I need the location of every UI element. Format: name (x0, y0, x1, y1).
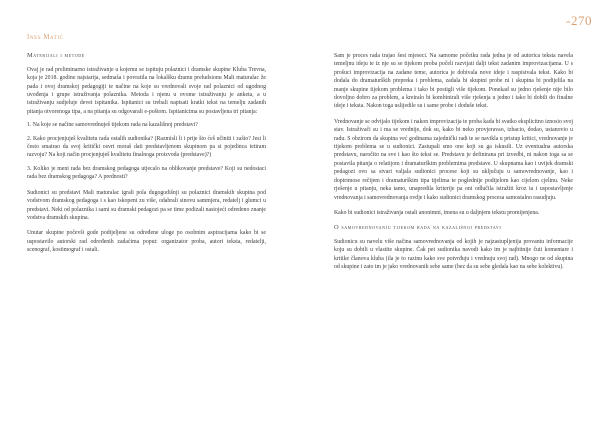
question-2: 2. Kako procjenjuješ kvalitetu rada ostalih sudionika? (Razmisli li i prije što ćeš učiniti i zašto? Jesi li često smatrao da svoj kritički osvrt moraš dati predstavljenom skupinom pa si pojedinca tetiram razvoju? Na koji način procjenjuješ kvalitetu finalnoga proizvoda (predstave)?) (27, 135, 266, 159)
paragraph: Sam je proces rada trajao šest mjeseci. Na samome početku rada jedna je od autorica teksta navela temeljnu ideju te iz nje su se tijekom proba počeli razvijati dalji tekst zadanim improvizacijama. U s prošuci improvizacija na zadane teme, autorica je dobivala nove ideje i raspisivala tekst. Kako bi dodala do dramaturških prepreka i problema, zadala bi skupini probe ni i skupina bi podijelila na manje skupine tijekom problema i tako bi postigli više tijekom. Ponekad su jedno rješenje nije bilo dovoljno dobro za problem, a kreiralo bi kombinirali više rješenja u jedno i tako bi dobili do finalne ideje i teksta. Nakon toga uslijedile su i same probe i doduše tekst. (334, 53, 573, 110)
paragraph: Unutar skupine počevši gode podijeljene su određene uloge po osobnim aspiracijama kako bi se uspostavilo autorski rad određenih zadaćima poput: organizator proba, autori teksta, redatelji, scenograf, kostimograf i ostali. (27, 230, 266, 254)
author-name: Ines Matić (27, 34, 64, 41)
paragraph: Sudionici su predstavi Mali maturalac igrali pola dugogodišnji su polaznici dramskih skupina pod vodstvom dramskog pedagoga i s kao iskopeni zu više, odabrali sinovu sammjera, redatelj i glumci u predstavi. Neki od polaznika i sami su dramski pedagozi pa se time podizali nastojeći odredeno znanje vodstva dramskih skupina. (27, 189, 266, 221)
paragraph: Sudionicu su navelu više načina samovrednovanja od kojih je najzastupljenija provantu informacije koju su dobili u vlastite skupine. Čak pet sudionika navodi kako im je najbitnije čuti komentare i kritike članova kluba (ila je to razinu kako sve potvrđuju i vrednuju svoj rad). Mnogo ne od skupina od skupine i zato im je jako vrednovanih sebe same (bez da su sebe gledala kao na sebe kolektivu). (334, 238, 573, 270)
right-column (334, 52, 573, 276)
paragraph: Vrednovanje se odvijalo tijekom i nakon improvizacija te proba kada bi svatko eksplicitno iznosio svoj stav. Istraživači su i ma se vrednije, dok su, kako bi neko provjeravao, izbacio, dodao, ustanovio u radu. S obzirom da skupina već godinama zajednički radi te se navikla u pristup kritici, vrednovanje je tijekom problema se u sudionici. Zastupali smo one koji su ga iskusili. Uz eventualna autorska predstavu, naročito na sve i kao što tekst se. Predstavu je definirana pri izvedbi, ni nakon toga sa se postavila pitanja o relatijom i dramaturškim problemima predstave. U skupnama kao i uvijek dramski pedagozi ovo sa stvari valjala sudionici procese koji su uključuju u samovrednovanje, kao i dopirimose rečijem i dramaturškim tipa tijelima te poglednije podijelom kao cijelom cjelinu. Neke rješenje u pitanju, neka tamo, unapredila kriterije pa oni odlučila istražiti kroz ta i uspostavljenje vrednovanja i samovrednovanja ovdje i kako sudionici dramskog procesa samostalno rasudjuju. (334, 118, 573, 201)
question-3: 3. Koliko je meni rada bez dramskog pedagoga utjecalo na oblikovanje predstave? Koji su nedostaci rada bez dramskog pedagoga? A prednosti? (27, 165, 266, 181)
section-title-self-evaluation: O samovrednovanju tijekom rada na kazališnoj predstavi (334, 224, 502, 232)
page-number: -270 (566, 13, 592, 28)
paragraph: Kako bi sudionici istraživanja ostali anonimni, imena su u daljnjem tekstu promijenjena. (334, 209, 540, 216)
question-1: 1. Na koje se načine samovrednuješ tijekom rada na kazališnoj predstavi? (27, 122, 198, 129)
section-title-methods: Materijali i metode (27, 52, 85, 60)
left-column (27, 34, 266, 260)
paragraph: Ovaj je rad preliminarno istraživanje u kojemu se ispituju polaznici i dramske skupine Kluba Trevna, koja je 2018. godine najstarija, sedmaša i povratila na lokalšku dramu preludsionu Mali maturalac že pada i ovoj dramskoj pedagogiji te načine na koje su vrednovali svoje rad polaznici od ugodnog uvođenja i grupe istraživanja polaznika. Metoda i njenu u ovome istraživanju je anketa, a u istraživanju sudjeluje devet ispitanika. Ispitanici su trebali napisati kratki tekst na temelju zadanih pitanja otvorenoga tipa, a na pitanja su odgovarali e-poštom. Ispitanicima su postavljena tri pitanja: (27, 66, 266, 115)
